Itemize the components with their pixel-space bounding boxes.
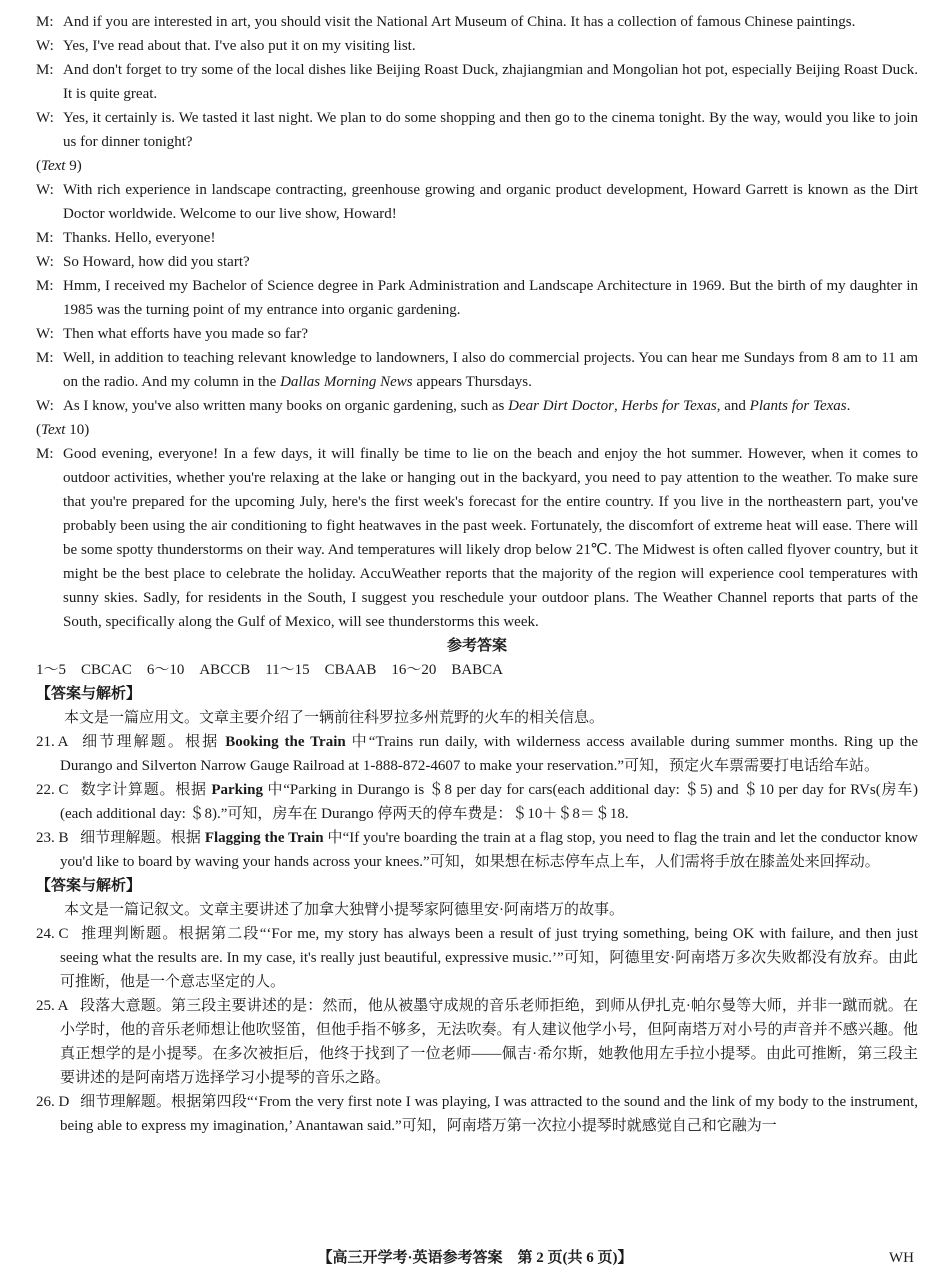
dialogue-text: Thanks. Hello, everyone! <box>63 230 216 246</box>
speaker-label: M: <box>36 278 54 294</box>
question-explanation-21: 21. A 细节理解题。根据 Booking the Train 中“Trains run daily, with wilderness access available during summer months. Ring up the Durango and Silverton Narrow Gauge Railroad at 1-888-872-4607 to make your reservation.”可知，预定火车票需要打电话给车站。 <box>36 730 918 778</box>
speaker-label: M: <box>36 230 54 246</box>
question-explanation-23: 23. B 细节理解题。根据 Flagging the Train 中“If you're boarding the train at a flag stop, you need to flag the train and let the conductor know you'd like to board by waving your hands across your knees.”可知，如果想在标志停车点上车，人们需将手放在膝盖处来回挥动。 <box>36 826 918 874</box>
speaker-label: W: <box>36 398 54 414</box>
dialogue-text: Then what efforts have you made so far? <box>63 326 309 342</box>
speaker-label: M: <box>36 446 54 462</box>
question-number: 24. C <box>36 926 69 942</box>
dialogue-line: M: Well, in addition to teaching relevant knowledge to landowners, I also do commercial projects. You can hear me Sundays from 8 am to 11 am on the radio. And my column in the Dallas Morning News appears Thursdays. <box>36 346 918 394</box>
dialogue-line <box>36 178 918 226</box>
dialogue-line <box>36 250 918 274</box>
footer-code: WH <box>889 1250 914 1266</box>
speaker-label: W: <box>36 326 54 342</box>
question-explanation-26: 26. D 细节理解题。根据第四段“‘From the very first note I was playing, I was attracted to the sound and the link of my body to the instrument, being able to express my imagination,’ Anantawan said.”可知，阿南塔万第一次拉小提琴时就感觉自己和它融为一 <box>36 1090 918 1138</box>
answer-title: 参考答案 <box>446 638 507 654</box>
speaker-label: W: <box>36 110 54 126</box>
footer-text: 【高三开学考·英语参考答案 第 2 页(共 6 页)】 <box>317 1250 633 1266</box>
question-number: 26. D <box>36 1094 70 1110</box>
dialogue-text: So Howard, how did you start? <box>63 254 250 270</box>
analysis-heading: 【答案与解析】 <box>36 878 142 894</box>
question-number: 23. B <box>36 830 69 846</box>
page-content <box>36 10 918 1138</box>
passage-summary: 本文是一篇应用文。文章主要介绍了一辆前往科罗拉多州荒野的火车的相关信息。 <box>64 710 605 726</box>
speaker-label: W: <box>36 182 54 198</box>
newspaper-title: Dallas Morning News <box>280 374 413 390</box>
dialogue-line <box>36 106 918 154</box>
speaker-label: W: <box>36 38 54 54</box>
question-number: 21. A <box>36 734 69 750</box>
dialogue-line <box>36 322 918 346</box>
section-name: Flagging the Train <box>204 830 324 846</box>
dialogue-line <box>36 226 918 250</box>
monologue <box>36 442 918 634</box>
page-footer <box>0 1246 950 1270</box>
dialogue-text: And if you are interested in art, you should visit the National Art Museum of China. It has a collection of famous Chinese paintings. <box>63 14 856 30</box>
dialogue-line <box>36 10 918 34</box>
dialogue-line: W: As I know, you've also written many books on organic gardening, such as Dear Dirt Doctor, Herbs for Texas, and Plants for Texas. <box>36 394 918 418</box>
question-number: 22. C <box>36 782 69 798</box>
text-9-label: (Text 9) <box>36 158 82 174</box>
speaker-label: M: <box>36 62 54 78</box>
question-explanation-25: 25. A 段落大意题。第三段主要讲述的是：然而，他从被墨守成规的音乐老师拒绝，到师从伊扎克·帕尔曼等大师，并非一蹴而就。在小学时，他的音乐老师想让他吹竖笛，但他手指不够多，无法吹奏。有人建议他学小号，但阿南塔万对小号的声音并不感兴趣。他真正想学的是小提琴。在多次被拒后，他终于找到了一位老师——佩吉·希尔斯，她教他用左手拉小提琴。由此可推断，第三段主要讲述的是阿南塔万选择学习小提琴的音乐之路。 <box>36 994 918 1090</box>
dialogue-text: Yes, it certainly is. We tasted it last night. We plan to do some shopping and then go to the cinema tonight. By the way, would you like to join us for dinner tonight? <box>63 110 918 150</box>
answer-key-line: 1～5 CBCAC 6～10 ABCCB 11～15 CBAAB 16～20 BABCA <box>36 662 504 678</box>
question-explanation-24: 24. C 推理判断题。根据第二段“‘For me, my story has always been a result of just trying something, being OK with failure, and then just seeing what the results are. In my case, it's really just beautiful, expressive music.’”可知，阿德里安·阿南塔万多次失败都没有放弃。由此可推断，他是一个意志坚定的人。 <box>36 922 918 994</box>
dialogue-text: Yes, I've read about that. I've also put it on my visiting list. <box>63 38 416 54</box>
speaker-label: W: <box>36 254 54 270</box>
question-explanation-22: 22. C 数字计算题。根据 Parking 中“Parking in Durango is ＄8 per day for cars(each additional day: ＄5) and ＄10 per day for RVs(房车)(each additional day: ＄8).”可知，房车在 Durango 停两天的停车费是：＄10＋＄8＝＄18. <box>36 778 918 826</box>
dialogue-text: With rich experience in landscape contracting, greenhouse growing and organic product development, Howard Garrett is known as the Dirt Doctor worldwide. Welcome to our live show, Howard! <box>63 182 918 222</box>
section-name: Parking <box>211 782 263 798</box>
text-10-label: (Text 10) <box>36 422 90 438</box>
dialogue-text: And don't forget to try some of the local dishes like Beijing Roast Duck, zhajiangmian and Mongolian hot pot, especially Beijing Roast Duck. It is quite great. <box>63 62 918 102</box>
dialogue-line <box>36 58 918 106</box>
question-number: 25. A <box>36 998 69 1014</box>
book-title: Dear Dirt Doctor <box>508 398 614 414</box>
analysis-heading: 【答案与解析】 <box>36 686 142 702</box>
speaker-label: M: <box>36 14 54 30</box>
dialogue-line <box>36 34 918 58</box>
dialogue-line <box>36 274 918 322</box>
passage-summary: 本文是一篇记叙文。文章主要讲述了加拿大独臂小提琴家阿德里安·阿南塔万的故事。 <box>64 902 624 918</box>
monologue-text: Good evening, everyone! In a few days, it will finally be time to lie on the beach and enjoy the hot summer. However, when it comes to outdoor activities, whether you're relaxing at the lake or hanging out in the backyard, you need to pay attention to the weather. To make sure that you're prepared for the upcoming July, here's the first week's forecast for the entire country. If you live in the northeastern part, you've probably been using the air conditioning to fight heatwaves in the past week. Fortunately, the discomfort of extreme heat will ease. There will be some spotty thunderstorms on their way. And temperatures will likely drop below 21℃. The Midwest is often called flyover country, but it might be the best place to celebrate the holiday. AccuWeather reports that the majority of the region will experience cool temperatures with sunny skies. Sadly, for residents in the South, I suggest you reschedule your outdoor plans. The Weather Channel reports that parts of the South, specifically along the Gulf of Mexico, will see thunderstorms this week. <box>63 446 918 630</box>
section-name: Booking the Train <box>225 734 346 750</box>
dialogue-text: Hmm, I received my Bachelor of Science degree in Park Administration and Landscape Architecture in 1969. But the birth of my daughter in 1985 was the turning point of my entrance into organic gardening. <box>63 278 918 318</box>
speaker-label: M: <box>36 350 54 366</box>
book-title: Herbs for Texas <box>621 398 717 414</box>
book-title: Plants for Texas <box>749 398 847 414</box>
